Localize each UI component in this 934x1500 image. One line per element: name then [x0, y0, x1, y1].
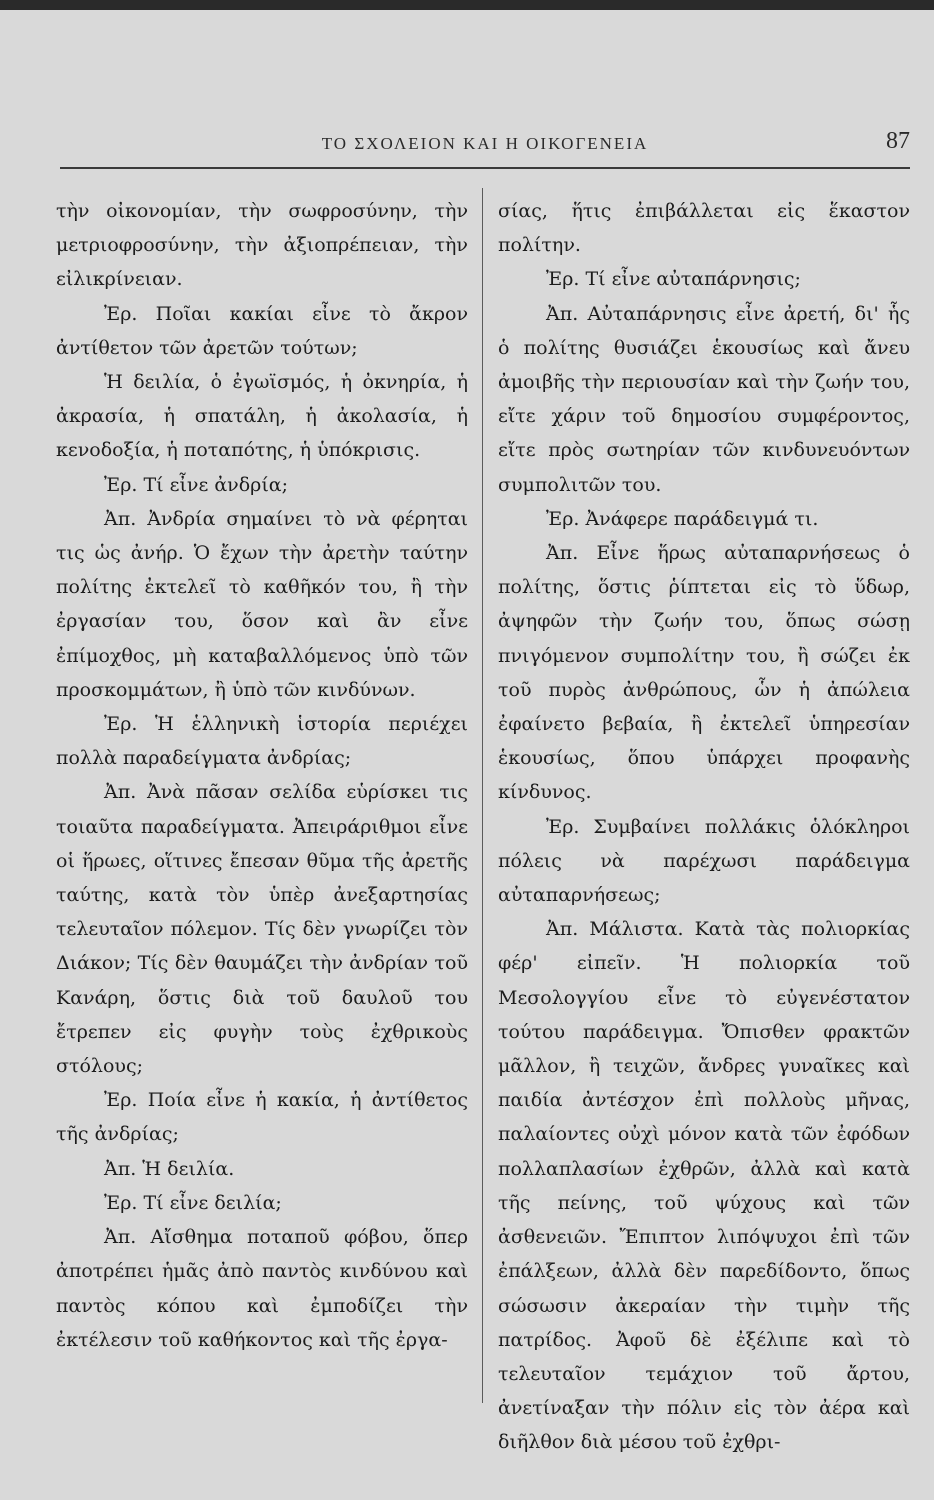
column-divider [482, 188, 483, 1403]
right-column [498, 194, 910, 1460]
page-header [60, 128, 910, 164]
left-column [56, 194, 468, 1357]
paragraph: Ἐρ. Τί εἶνε αὐταπάρνησις; [546, 268, 801, 291]
paragraph: Ἡ δειλία, ὁ ἐγωϊσμός, ἡ ὀκνηρία, ἡ ἀκρασία, ἡ σπατάλη, ἡ ἀκολασία, ἡ κενοδοξία, ἡ ποταπότης, ἡ ὑπόκρισις. [56, 371, 468, 462]
paragraph: Ἐρ. Συμβαίνει πολλάκις ὁλόκληροι πόλεις νὰ παρέχωσι παράδειγμα αὐταπαρνήσεως; [498, 815, 910, 907]
paragraph: Ἀπ. Ἀνὰ πᾶσαν σελίδα εὑρίσκει τις τοιαῦτα παραδείγματα. Ἀπειράριθμοι εἶνε οἱ ἥρωες, οἵτινες ἔπεσαν θῦμα τῆς ἀρετῆς ταύτης, κατὰ τὸν ὑπὲρ ἀνεξαρτησίας τελευταῖον πόλεμον. Τίς δὲν γνωρίζει τὸν Διάκον; Τίς δὲν θαυμάζει τὴν ἀνδρίαν τοῦ Κανάρη, ὅστις διὰ τοῦ δαυλοῦ του ἔτρεπεν εἰς φυγὴν τοὺς ἐχθρικοὺς στόλους; [56, 781, 468, 1078]
paragraph: Ἀπ. Αἴσθημα ποταποῦ φόβου, ὅπερ ἀποτρέπει ἡμᾶς ἀπὸ παντὸς κινδύνου καὶ παντὸς κόπου καὶ ἐμποδίζει τὴν ἐκτέλεσιν τοῦ καθήκοντος καὶ τῆς ἐργα- [56, 1226, 468, 1351]
paragraph: Ἀπ. Αὐταπάρνησις εἶνε ἀρετή, δι' ἧς ὁ πολίτης θυσιάζει ἑκουσίως καὶ ἄνευ ἀμοιβῆς τὴν περιουσίαν καὶ τὴν ζωήν του, εἴτε χάριν τοῦ δημοσίου συμφέροντος, εἴτε πρὸς σωτηρίαν τῶν κινδυνευόντων συμπολιτῶν του. [498, 302, 910, 496]
paragraph: Ἀπ. Ἀνδρία σημαίνει τὸ νὰ φέρηται τις ὡς ἀνήρ. Ὁ ἔχων τὴν ἀρετὴν ταύτην πολίτης ἐκτελεῖ τὸ καθῆκόν του, ἢ τὴν ἐργασίαν του, ὅσον καὶ ἂν εἶνε ἐπίμοχθος, μὴ καταβαλλόμενος ὑπὸ τῶν προσκομμάτων, ἢ ὑπὸ τῶν κινδύνων. [56, 507, 468, 701]
page-number: 87 [886, 128, 910, 154]
paragraph: Ἐρ. Τί εἶνε δειλία; [104, 1191, 282, 1214]
paragraph: Ἐρ. Ἡ ἑλληνικὴ ἱστορία περιέχει πολλὰ παραδείγματα ἀνδρίας; [56, 713, 468, 770]
paragraph: Ἀπ. Ἡ δειλία. [104, 1157, 235, 1180]
paragraph: Ἐρ. Ποῖαι κακίαι εἶνε τὸ ἄκρον ἀντίθετον τῶν ἀρετῶν τούτων; [56, 302, 468, 359]
running-title: ΤΟ ΣΧΟΛΕΙΟΝ ΚΑΙ Η ΟΙΚΟΓΕΝΕΙΑ [321, 134, 649, 153]
paragraph: τὴν οἰκονομίαν, τὴν σωφροσύνην, τὴν μετριοφροσύνην, τὴν ἀξιοπρέπειαν, τὴν εἰλικρίνειαν. [56, 200, 468, 291]
paragraph: Ἐρ. Ποία εἶνε ἡ κακία, ἡ ἀντίθετος τῆς ἀνδρίας; [56, 1089, 468, 1146]
paragraph: Ἀπ. Μάλιστα. Κατὰ τὰς πολιορκίας φέρ' εἰπεῖν. Ἡ πολιορκία τοῦ Μεσολογγίου εἶνε τὸ εὐγενέστατον τούτου παράδειγμα. Ὄπισθεν φρακτῶν μᾶλλον, ἢ τειχῶν, ἄνδρες γυναῖκες καὶ παιδία ἀντέσχον ἐπὶ πολλοὺς μῆνας, παλαίοντες οὐχὶ μόνον κατὰ τῶν ἐφόδων πολλαπλασίων ἐχθρῶν, ἀλλὰ καὶ κατὰ τῆς πείνης, τοῦ ψύχους καὶ τῶν ἀσθενειῶν. Ἔπιπτον λιπόψυχοι ἐπὶ τῶν ἐπάλξεων, ἀλλὰ δὲν παρεδίδοντο, ὅπως σώσωσιν ἀκεραίαν τὴν τιμὴν τῆς πατρίδος. Ἀφοῦ δὲ ἐξέλιπε καὶ τὸ τελευταῖον τεμάχιον τοῦ ἄρτου, ἀνετίναξαν τὴν πόλιν εἰς τὸν ἀέρα καὶ διῆλθον διὰ μέσου τοῦ ἐχθρι- [498, 918, 910, 1454]
paragraph: Ἀπ. Εἶνε ἥρως αὐταπαρνήσεως ὁ πολίτης, ὅστις ῥίπτεται εἰς τὸ ὕδωρ, ἀψηφῶν τὴν ζωήν του, ὅπως σώσῃ πνιγόμενον συμπολίτην του, ἢ σώζει ἐκ τοῦ πυρὸς ἀνθρώπους, ὧν ἡ ἀπώλεια ἐφαίνετο βεβαία, ἢ ἐκτελεῖ ὑπηρεσίαν ἑκουσίως, ὅπου ὑπάρχει προφανὴς κίνδυνος. [498, 542, 910, 804]
paragraph: Ἐρ. Τί εἶνε ἀνδρία; [104, 473, 289, 496]
header-rule [60, 167, 910, 169]
paragraph: σίας, ἥτις ἐπιβάλλεται εἰς ἕκαστον πολίτην. [498, 200, 910, 257]
scan-edge [0, 0, 934, 10]
paragraph: Ἐρ. Ἀνάφερε παράδειγμά τι. [546, 507, 819, 530]
